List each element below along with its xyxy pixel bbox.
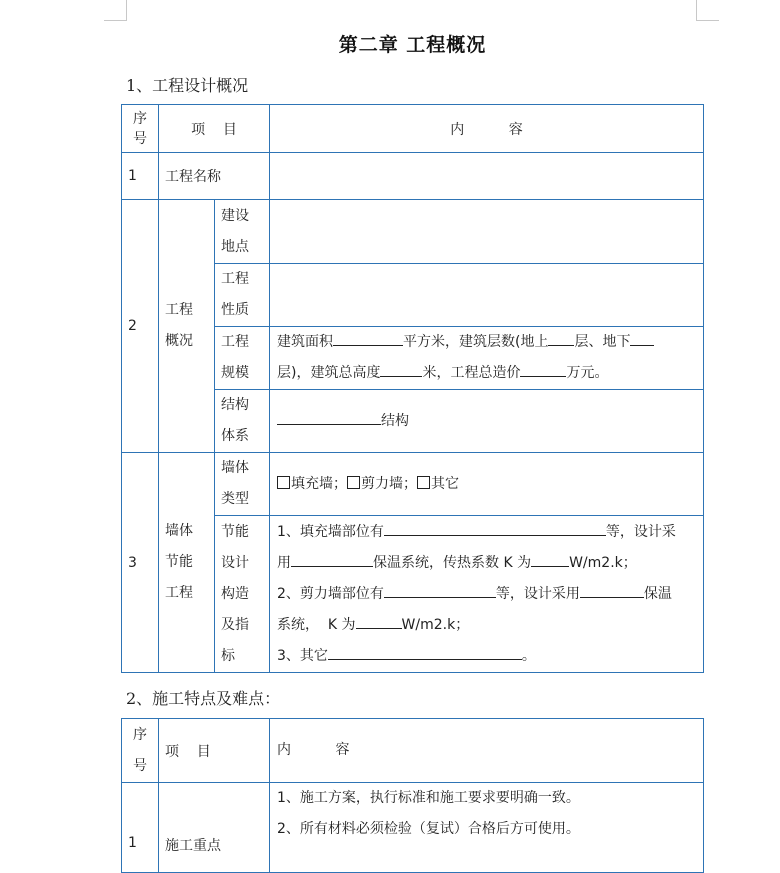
design-line-1	[277, 517, 703, 548]
checkbox-label: 剪力墙；	[361, 475, 417, 492]
section-heading-design-overview: 1、工程设计概况	[126, 76, 249, 95]
row-number: 1	[122, 153, 159, 200]
page-corner-mark-left	[104, 0, 127, 21]
table-row	[122, 783, 704, 873]
content-line: 1、施工方案，执行标准和施工要求要明确一致。	[277, 790, 580, 806]
header-seq-text: 号	[133, 130, 147, 147]
row-number: 1	[122, 783, 159, 873]
location-value[interactable]	[270, 200, 704, 264]
table-header-row	[122, 719, 704, 783]
label-line: 节能	[221, 523, 249, 540]
design-line-5	[277, 641, 703, 672]
project-overview-group-label	[159, 200, 215, 453]
wall-energy-group-label	[159, 453, 215, 673]
nature-value[interactable]	[270, 264, 704, 327]
design-text: 等，设计采	[605, 523, 676, 540]
design-line-2	[277, 548, 703, 579]
label-line: 类型	[221, 491, 249, 507]
group-label-line: 工程	[165, 302, 193, 318]
insulation-system-blank[interactable]	[291, 551, 373, 567]
other-blank[interactable]	[328, 644, 522, 660]
shear-insulation-blank[interactable]	[580, 582, 644, 598]
row-number: 3	[122, 453, 159, 673]
scale-text: 平方米，建筑层数(地上	[403, 334, 549, 350]
energy-design-label	[215, 516, 270, 673]
wall-type-label	[215, 453, 270, 516]
checkbox-label: 其它	[431, 475, 459, 492]
structure-label	[215, 390, 270, 453]
group-label-line: 工程	[165, 585, 193, 601]
design-line-3	[277, 579, 703, 610]
structure-type-blank[interactable]	[277, 409, 381, 425]
scale-label	[215, 327, 270, 390]
label-line: 设计	[221, 554, 249, 571]
scale-text: 建筑面积	[277, 334, 333, 350]
label-line: 建设	[221, 207, 249, 224]
label-line: 标	[221, 647, 235, 664]
floors-above-blank[interactable]	[548, 330, 574, 346]
project-name-value[interactable]	[270, 153, 704, 200]
checkbox-label: 填充墙；	[291, 475, 347, 492]
content-line: 2、所有材料必须检验（复试）合格后方可使用。	[277, 821, 580, 837]
construction-focus-content	[270, 783, 704, 873]
label-line: 构造	[221, 585, 249, 602]
header-seq-cell	[122, 719, 159, 783]
nature-label	[215, 264, 270, 327]
design-text: 保温	[643, 585, 672, 602]
header-content-cell: 内 容	[270, 719, 704, 783]
design-text: 2、剪力墙部位有	[277, 585, 384, 602]
scale-line-2	[277, 358, 703, 389]
scale-value	[270, 327, 704, 390]
construction-focus-label: 施工重点	[159, 783, 270, 873]
row-number: 2	[122, 200, 159, 453]
label-line: 结构	[221, 397, 249, 413]
scale-text: 层、地下	[574, 334, 631, 350]
header-item-cell: 项 目	[159, 105, 270, 153]
height-blank[interactable]	[380, 361, 422, 377]
group-label-line: 节能	[165, 554, 193, 570]
design-text: 保温系统，传热系数 K 为	[373, 554, 532, 571]
infill-wall-checkbox[interactable]	[277, 476, 290, 489]
wall-type-options	[270, 453, 704, 516]
table-header-row	[122, 105, 704, 153]
label-line: 工程	[221, 334, 249, 350]
header-seq-cell	[122, 105, 159, 153]
k-value-blank[interactable]	[531, 551, 569, 567]
header-seq-text: 序	[133, 726, 147, 743]
page-corner-mark-right	[696, 0, 719, 21]
shear-wall-checkbox[interactable]	[347, 476, 360, 489]
other-wall-checkbox[interactable]	[417, 476, 430, 489]
table-row	[122, 453, 704, 516]
section-heading-construction-features: 2、施工特点及难点：	[126, 689, 281, 708]
design-text: 3、其它	[277, 647, 328, 664]
chapter-title: 第二章 工程概况	[338, 34, 487, 56]
design-text: 。	[521, 647, 536, 664]
scale-text: 米，工程总造价	[422, 365, 521, 381]
design-text: 系统， K 为	[277, 616, 356, 633]
label-line: 规模	[221, 365, 249, 381]
energy-design-value	[270, 516, 704, 673]
construction-features-table	[121, 718, 704, 873]
table-row	[122, 153, 704, 200]
header-seq-text: 号	[133, 757, 147, 774]
header-content-cell: 内 容	[270, 105, 704, 153]
infill-location-blank[interactable]	[384, 520, 606, 536]
header-seq-text: 序	[133, 110, 147, 127]
shear-location-blank[interactable]	[384, 582, 496, 598]
group-label-line: 墙体	[165, 523, 193, 539]
design-line-4	[277, 610, 703, 641]
design-text: 用	[277, 554, 291, 571]
shear-k-value-blank[interactable]	[356, 613, 402, 629]
scale-line-1	[277, 327, 703, 358]
scale-text: 万元。	[566, 365, 609, 381]
header-item-cell: 项 目	[159, 719, 270, 783]
label-line: 工程	[221, 271, 249, 287]
scale-text: 层)，建筑总高度	[277, 365, 381, 381]
design-overview-table	[121, 104, 704, 673]
label-line: 体系	[221, 428, 249, 444]
label-line: 墙体	[221, 460, 249, 476]
design-text: W/m2.k；	[401, 616, 470, 633]
label-line: 性质	[221, 302, 249, 318]
group-label-line: 概况	[165, 333, 193, 349]
design-text: 等，设计采用	[495, 585, 580, 602]
structure-value	[270, 390, 704, 453]
table-row	[122, 200, 704, 264]
location-label	[215, 200, 270, 264]
design-text: W/m2.k；	[569, 554, 637, 571]
floor-area-blank[interactable]	[333, 330, 403, 346]
structure-text: 结构	[381, 412, 409, 429]
floors-below-blank[interactable]	[630, 330, 654, 346]
project-name-label: 工程名称	[159, 153, 270, 200]
label-line: 及指	[221, 616, 249, 633]
design-text: 1、填充墙部位有	[277, 523, 384, 540]
cost-blank[interactable]	[520, 361, 566, 377]
label-line: 地点	[221, 238, 249, 255]
